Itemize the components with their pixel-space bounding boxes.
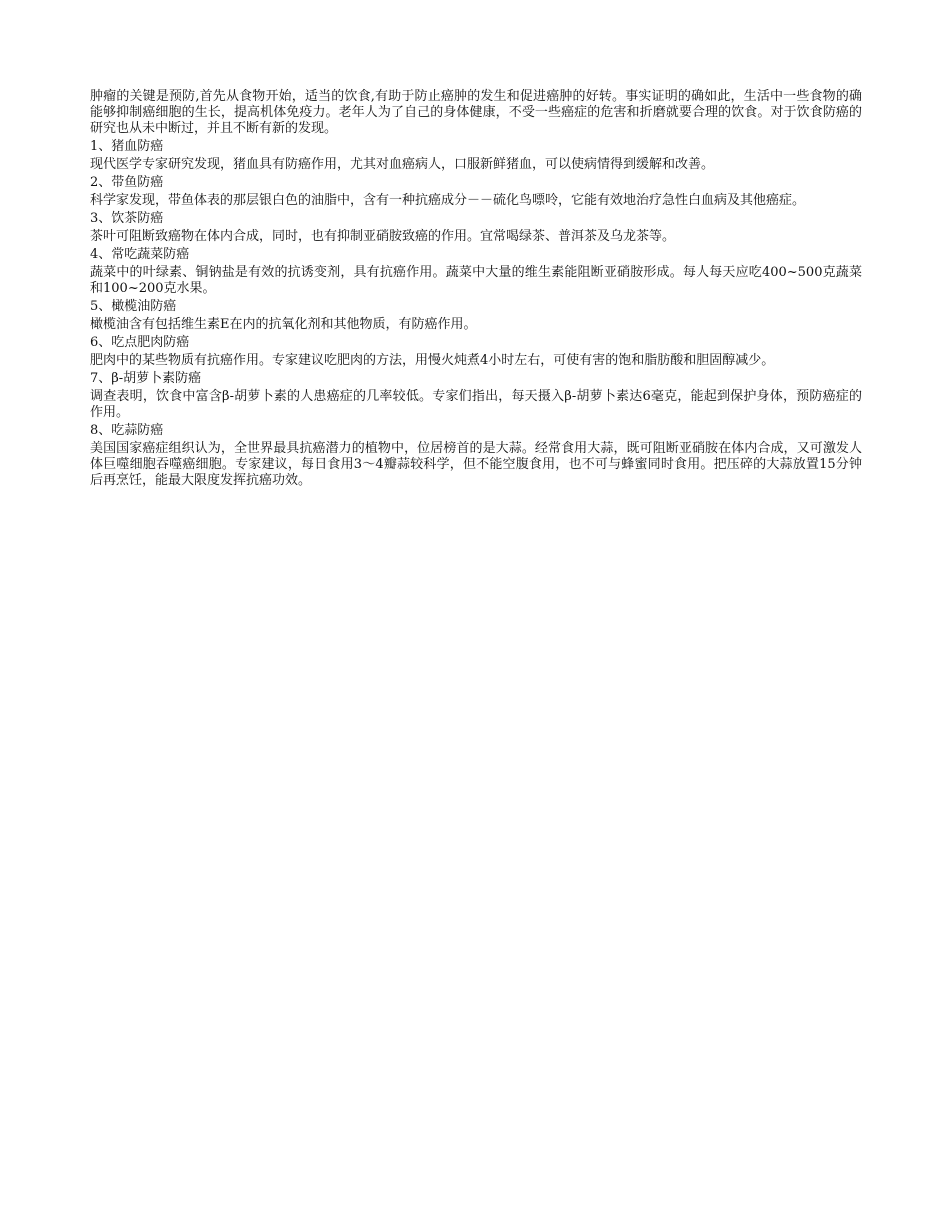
section-heading-hairtail: 2、带鱼防癌 [90, 175, 164, 190]
section-body-tea: 茶叶可阻断致癌物在体内合成，同时，也有抑制亚硝胺致癌的作用。宜常喝绿茶、普洱茶及乌龙茶等。 [90, 229, 676, 244]
section-heading-tea: 3、饮茶防癌 [90, 211, 164, 226]
intro-paragraph: 肿瘤的关键是预防,首先从食物开始，适当的饮食,有助于防止癌肿的发生和促进癌肿的好转。事实证明的确如此，生活中一些食物的确能够抑制癌细胞的生长，提高机体免疫力。老年人为了自己的身体健康，不受一些癌症的危害和折磨就要合理的饮食。对于饮食防癌的研究也从未中断过，并且不断有新的发现。 [90, 89, 862, 136]
section-body-olive-oil: 橄榄油含有包括维生素E在内的抗氧化剂和其他物质，有防癌作用。 [90, 317, 477, 332]
section-heading-garlic: 8、吃蒜防癌 [90, 423, 164, 438]
section-body-garlic: 美国国家癌症组织认为，全世界最具抗癌潜力的植物中，位居榜首的是大蒜。经常食用大蒜，既可阻断亚硝胺在体内合成，又可激发人体巨噬细胞吞噬癌细胞。专家建议，每日食用3～4瓣蒜较科学，但不能空腹食用，也不可与蜂蜜同时食用。把压碎的大蒜放置15分钟后再烹饪，能最大限度发挥抗癌功效。 [90, 441, 862, 488]
section-body-fatty-meat: 肥肉中的某些物质有抗癌作用。专家建议吃肥肉的方法，用慢火炖煮4小时左右，可使有害的饱和脂肪酸和胆固醇减少。 [90, 353, 775, 368]
section-heading-pig-blood: 1、猪血防癌 [90, 139, 164, 154]
section-heading-olive-oil: 5、橄榄油防癌 [90, 299, 177, 314]
section-heading-beta-carotene: 7、β-胡萝卜素防癌 [90, 371, 202, 386]
section-body-vegetables: 蔬菜中的叶绿素、铜钠盐是有效的抗诱变剂，具有抗癌作用。蔬菜中大量的维生素能阻断亚硝胺形成。每人每天应吃400~500克蔬菜和100~200克水果。 [90, 265, 862, 296]
section-heading-vegetables: 4、常吃蔬菜防癌 [90, 247, 190, 262]
document-page [90, 89, 862, 489]
section-body-pig-blood: 现代医学专家研究发现，猪血具有防癌作用，尤其对血癌病人，口服新鲜猪血，可以使病情得到缓解和改善。 [90, 157, 715, 172]
section-body-hairtail: 科学家发现，带鱼体表的那层银白色的油脂中，含有一种抗癌成分－－硫化鸟嘌呤，它能有效地治疗急性白血病及其他癌症。 [90, 193, 806, 208]
section-body-beta-carotene: 调查表明，饮食中富含β-胡萝卜素的人患癌症的几率较低。专家们指出，每天摄入β-胡萝卜素达6毫克，能起到保护身体，预防癌症的作用。 [90, 389, 862, 420]
section-heading-fatty-meat: 6、吃点肥肉防癌 [90, 335, 190, 350]
